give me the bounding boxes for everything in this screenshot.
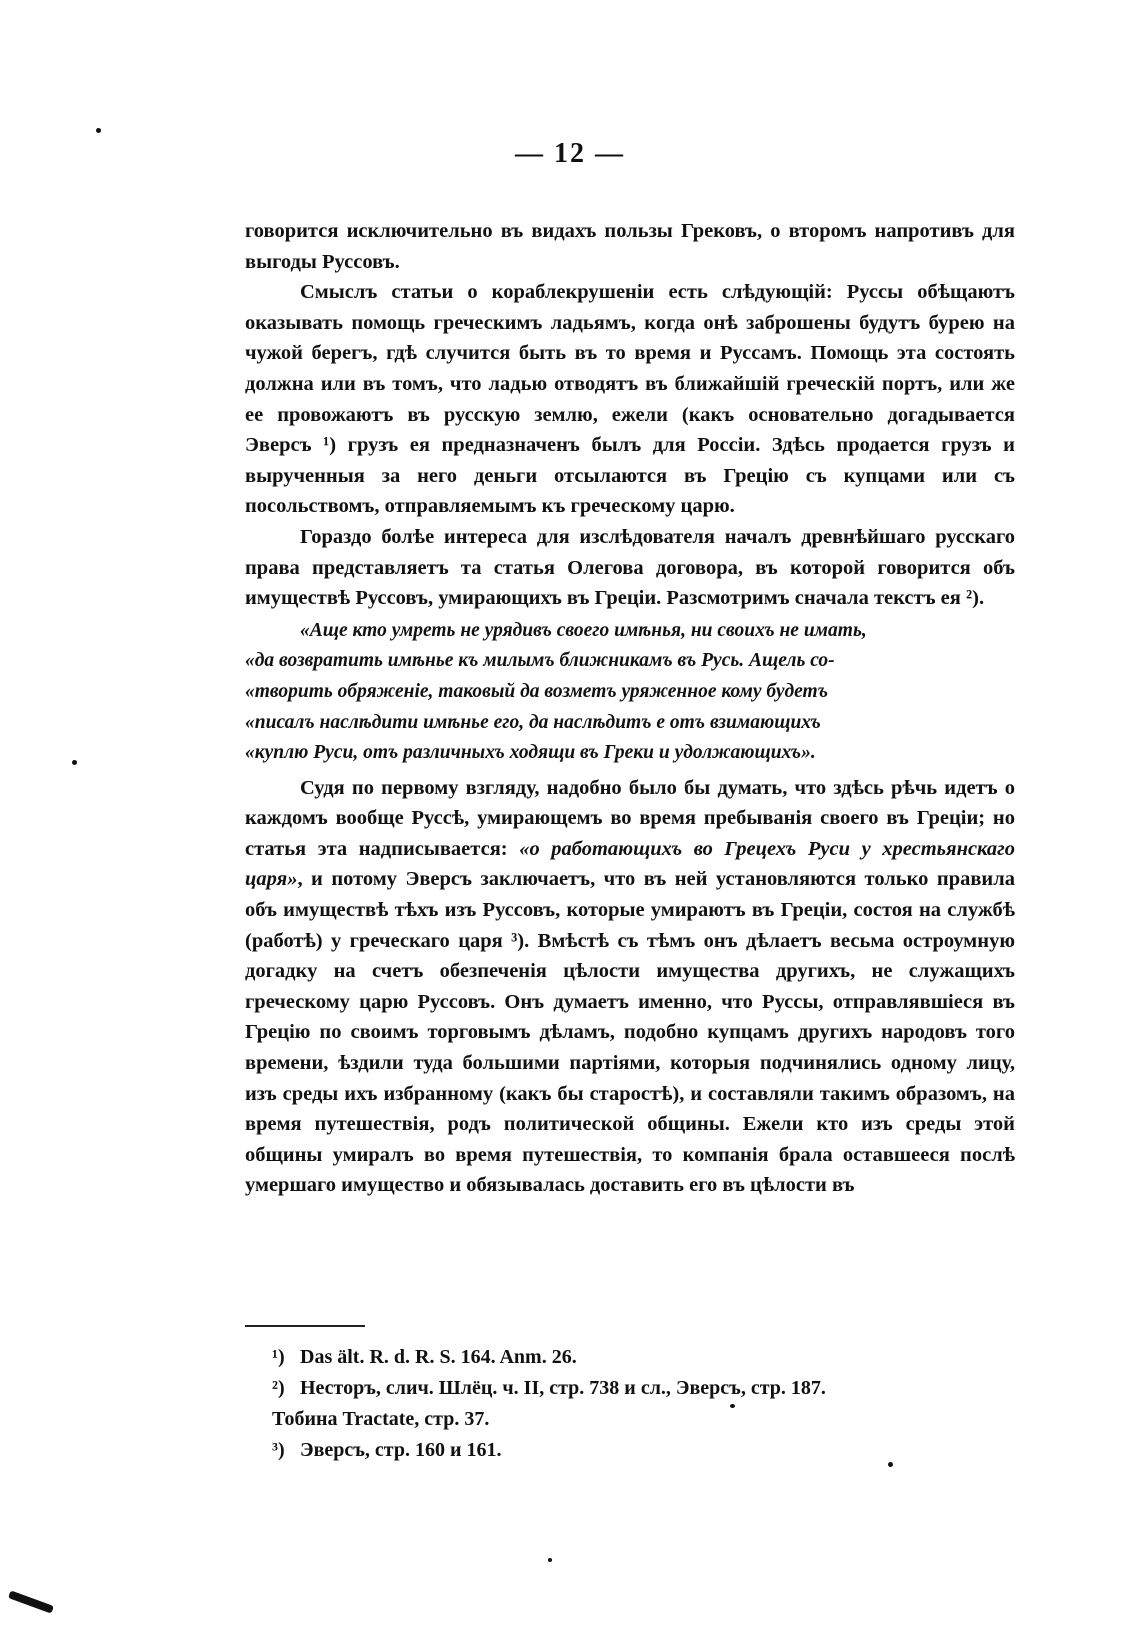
footnote-3 (272, 1435, 1017, 1466)
footnote-mark: ²) (272, 1377, 285, 1399)
scan-speck (730, 1404, 735, 1408)
footnote-text: Несторъ, слич. Шлёц. ч. II, стр. 738 и сл., Эверсъ, стр. 187. (300, 1377, 826, 1399)
footnote-mark: ³) (272, 1439, 285, 1461)
quote-line: «писалъ наслѣдити имѣнье его, да наслѣдитъ е отъ взимающихъ (245, 711, 821, 733)
quote-line: «Аще кто умреть не урядивъ своего имѣнья, ни своихъ не имать, (300, 619, 867, 641)
scan-corner-mark (8, 1590, 54, 1613)
treaty-quote (245, 616, 1015, 769)
footnote-text: Эверсъ, стр. 160 и 161. (300, 1439, 502, 1461)
page-number: — 12 — (515, 138, 625, 169)
paragraph-italic-title: «о работающихъ во Грецехъ Руси у хрестьянскаго царя» (245, 837, 1015, 891)
footnote-2 (272, 1373, 1017, 1404)
paragraph-evers-analysis (245, 773, 1015, 1201)
quote-line: «куплю Руси, отъ различныхъ ходящи въ Греки и удолжающихъ». (245, 742, 816, 764)
paragraph-inheritance: Гораздо болѣе интереса для изслѣдователя началъ древнѣйшаго русскаго права представляетъ та статья Олегова договора, въ которой говорится объ имуществѣ Руссовъ, умирающихъ въ Греціи. Разсмотримъ сначала текстъ ея ²). (245, 525, 1015, 610)
footnote-2-continuation: Тобина Tractate, стр. 37. (272, 1408, 490, 1430)
scan-speck (548, 1558, 552, 1562)
scan-speck (888, 1462, 893, 1467)
scan-speck (96, 128, 101, 133)
paragraph-text: , и потому Эверсъ заключаетъ, что въ ней установляются только правила объ имуществѣ тѣхъ изъ Руссовъ, которые умираютъ въ Греціи, состоя на службѣ (работѣ) у греческаго царя ³). Вмѣстѣ съ тѣмъ онъ дѣлаетъ весьма остроумную догадку на счетъ обезпеченія цѣлости имущества другихъ, не служащихъ греческому царю Руссовъ. Онъ думаетъ именно, что Руссы, отправлявшіеся въ Грецію по своимъ торговымъ дѣламъ, подобно купцамъ другихъ народовъ того времени, ѣздили туда большими партіями, которыя подчинялись одному лицу, изъ среды ихъ избранному (какъ бы старостѣ), и составляли такимъ образомъ, на время путешествія, родъ политической общины. Ежели кто изъ среды этой общины умиралъ во время путешествія, то компанія брала оставшееся послѣ умершаго имущество и обязывалась доставить его въ цѣлости въ (245, 868, 1015, 1197)
scan-speck (72, 760, 77, 765)
paragraph-shipwreck: Смыслъ статьи о кораблекрушеніи есть слѣдующій: Руссы обѣщаютъ оказывать помощь греческимъ ладьямъ, когда онѣ заброшены будутъ бурею на чужой берегъ, гдѣ случится быть въ то время и Руссамъ. Помощь эта состоять должна или въ томъ, что ладью отводятъ въ ближайшій греческій портъ, или же ее провожаютъ въ русскую землю, ежели (какъ основательно догадывается Эверсъ ¹) грузъ ея предназначенъ былъ для Россіи. Здѣсь продается грузъ и вырученныя за него деньги отсылаются въ Грецію съ купцами или съ посольствомъ, отправляемымъ къ греческому царю. (245, 281, 1015, 518)
quote-line: «творить обряженіе, таковый да возметъ уряженное кому будетъ (245, 680, 828, 702)
footnote-text: Das ält. R. d. R. S. 164. Anm. 26. (300, 1346, 577, 1368)
main-text (245, 216, 1015, 1201)
paragraph-continuation: говорится исключительно въ видахъ пользы Грековъ, о второмъ напротивъ для выгоды Руссовъ. (245, 220, 1015, 273)
footnote-divider (245, 1325, 365, 1327)
paragraph-text: Судя по первому взгляду, надобно было бы думать, что здѣсь рѣчь идетъ о каждомъ вообще Руссѣ, умирающемъ во время пребыванія своего въ Греціи; но статья эта надписывается: (245, 776, 1015, 860)
footnote-1 (272, 1342, 1017, 1373)
quote-line: «да возвратить имѣнье къ милымъ ближникамъ въ Русь. Ащель со- (245, 650, 835, 672)
footnote-mark: ¹) (272, 1346, 285, 1368)
footnotes (272, 1342, 1017, 1466)
